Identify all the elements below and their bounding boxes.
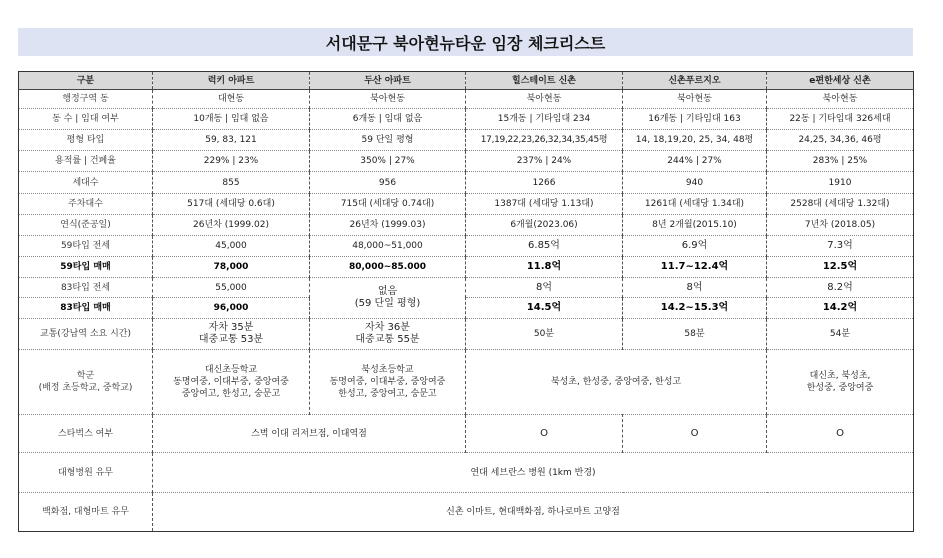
header-cell: 두산 아파트 [310,72,466,90]
table-cell: 15개동 | 기타임대 234 [466,109,623,130]
table-cell: 244% | 27% [623,151,767,172]
table-cell: 북성초, 한성중, 중앙여중, 한성고 [466,350,767,415]
table-cell: 229% | 23% [153,151,310,172]
row-label: 행정구역 동 [19,90,153,109]
table-row [19,151,914,172]
table-cell: 6개월(2023.06) [466,215,623,236]
table-cell: 14.2~15.3억 [623,298,767,319]
row-label: 백화점, 대형마트 유무 [19,493,153,532]
school-line: 대신초, 북성초, [809,371,871,381]
table-cell: 6개동 | 임대 없음 [310,109,466,130]
table-cell: 17,19,22,23,26,32,34,35,45평 [466,130,623,151]
table-row [19,215,914,236]
row-label: 세대수 [19,172,153,194]
doosan-83-none: 없음 [377,286,398,297]
table-cell: 8.2억 [767,278,914,298]
table-cell: 283% | 25% [767,151,914,172]
table-cell: O [466,415,623,453]
school-line: 한성중, 중앙여중 [806,383,874,393]
table-cell: 59, 83, 121 [153,130,310,151]
table-cell [310,350,466,415]
table-row [19,236,914,257]
table-cell: 7년차 (2018.05) [767,215,914,236]
row-label: 동 수 | 임대 여부 [19,109,153,130]
table-cell [153,319,310,350]
table-cell: 1387대 (세대당 1.13대) [466,194,623,215]
table-row [19,257,914,278]
table-cell: 11.8억 [466,257,623,278]
table-cell [310,319,466,350]
table-cell: 북아현동 [466,90,623,109]
table-row [19,130,914,151]
header-cell: 힐스테이트 신촌 [466,72,623,90]
table-cell: 517대 (세대당 0.6대) [153,194,310,215]
doosan-83-cell [310,278,466,319]
row-label: 대형병원 유무 [19,453,153,493]
table-cell: 14.5억 [466,298,623,319]
school-line: 동명여중, 이대부중, 중앙여중 [329,377,446,387]
table-cell [153,350,310,415]
table-cell: 96,000 [153,298,310,319]
table-row [19,453,914,493]
row-label: 용적률 | 건폐율 [19,151,153,172]
table-cell: 12.5억 [767,257,914,278]
table-row [19,109,914,130]
table-cell: 7.3억 [767,236,914,257]
table-cell: 1266 [466,172,623,194]
table-cell: 855 [153,172,310,194]
table-cell: 1910 [767,172,914,194]
table-cell: 북아현동 [623,90,767,109]
table-cell: 54분 [767,319,914,350]
row-label: 스타벅스 여부 [19,415,153,453]
row-label: 83타입 매매 [19,298,153,319]
table-cell: 237% | 24% [466,151,623,172]
school-label: 학군 [76,371,95,381]
transit-car: 자차 36분 [365,322,410,333]
table-row [19,350,914,415]
row-label [19,350,153,415]
header-cell: e편한세상 신촌 [767,72,914,90]
table-cell: 연대 세브란스 병원 (1km 반경) [153,453,914,493]
school-label-sub: (배정 초등학교, 중학교) [38,383,133,393]
table-cell: 14, 18,19,20, 25, 34, 48평 [623,130,767,151]
table-row [19,278,914,298]
table-cell: 2528대 (세대당 1.32대) [767,194,914,215]
table-cell: 대현동 [153,90,310,109]
table-row [19,90,914,109]
table-cell: 6.9억 [623,236,767,257]
table-cell: O [623,415,767,453]
table-row [19,172,914,194]
row-label: 주차대수 [19,194,153,215]
table-cell: 북아현동 [767,90,914,109]
table-cell [767,350,914,415]
table-cell: 북아현동 [310,90,466,109]
table-row [19,415,914,453]
row-label: 83타입 전세 [19,278,153,298]
header-cell: 럭키 아파트 [153,72,310,90]
table-row [19,493,914,532]
table-cell: 715대 (세대당 0.74대) [310,194,466,215]
row-label: 평형 타입 [19,130,153,151]
table-row [19,319,914,350]
school-line: 북성초등학교 [361,365,414,375]
table-row [19,298,914,319]
table-cell: 스벅 이대 리저브점, 이대역점 [153,415,466,453]
row-label: 교통(강남역 소요 시간) [19,319,153,350]
transit-public: 대중교통 55분 [355,334,420,345]
table-cell: 55,000 [153,278,310,298]
table-cell: 58분 [623,319,767,350]
header-cell: 신촌푸르지오 [623,72,767,90]
table-cell: O [767,415,914,453]
table-cell: 22동 | 기타임대 326세대 [767,109,914,130]
header-row [19,72,914,90]
school-line: 한성고, 중앙여고, 숭문고 [338,389,437,399]
table-cell: 10개동 | 임대 없음 [153,109,310,130]
table-cell: 940 [623,172,767,194]
table-cell: 6.85억 [466,236,623,257]
transit-car: 자차 35분 [208,322,254,333]
header-cell: 구분 [19,72,153,90]
table-cell: 24,25, 34,36, 46평 [767,130,914,151]
table-cell: 80,000~85.000 [310,257,466,278]
table-cell: 신촌 이마트, 현대백화점, 하나로마트 고양점 [446,507,620,517]
school-line: 중앙여고, 한성고, 숭문고 [181,389,281,399]
table-cell: 59 단일 평형 [310,130,466,151]
table-cell: 50분 [466,319,623,350]
row-label: 59타입 전세 [19,236,153,257]
table-cell: 1261대 (세대당 1.34대) [623,194,767,215]
table-cell: 16개동 | 기타임대 163 [623,109,767,130]
table-cell: 8억 [466,278,623,298]
table-cell: 11.7~12.4억 [623,257,767,278]
school-line: 대신초등학교 [204,365,258,375]
checklist-table [18,71,914,532]
row-label: 59타입 매매 [19,257,153,278]
table-cell: 78,000 [153,257,310,278]
doosan-83-note: (59 단일 평형) [354,298,421,309]
table-cell: 956 [310,172,466,194]
school-line: 동명여중, 이대부중, 중앙여중 [173,377,289,387]
table-row [19,194,914,215]
table-cell: 26년차 (1999.03) [310,215,466,236]
table-cell: 14.2억 [767,298,914,319]
table-cell: 48,000~51,000 [310,236,466,257]
table-cell: 45,000 [153,236,310,257]
table-cell: 8년 2개월(2015.10) [623,215,767,236]
transit-public: 대중교통 53분 [198,334,264,345]
page-title: 서대문구 북아현뉴타운 임장 체크리스트 [18,28,913,56]
table-cell: 350% | 27% [310,151,466,172]
table-cell: 26년차 (1999.02) [153,215,310,236]
table-cell: 8억 [623,278,767,298]
row-label: 연식(준공일) [19,215,153,236]
